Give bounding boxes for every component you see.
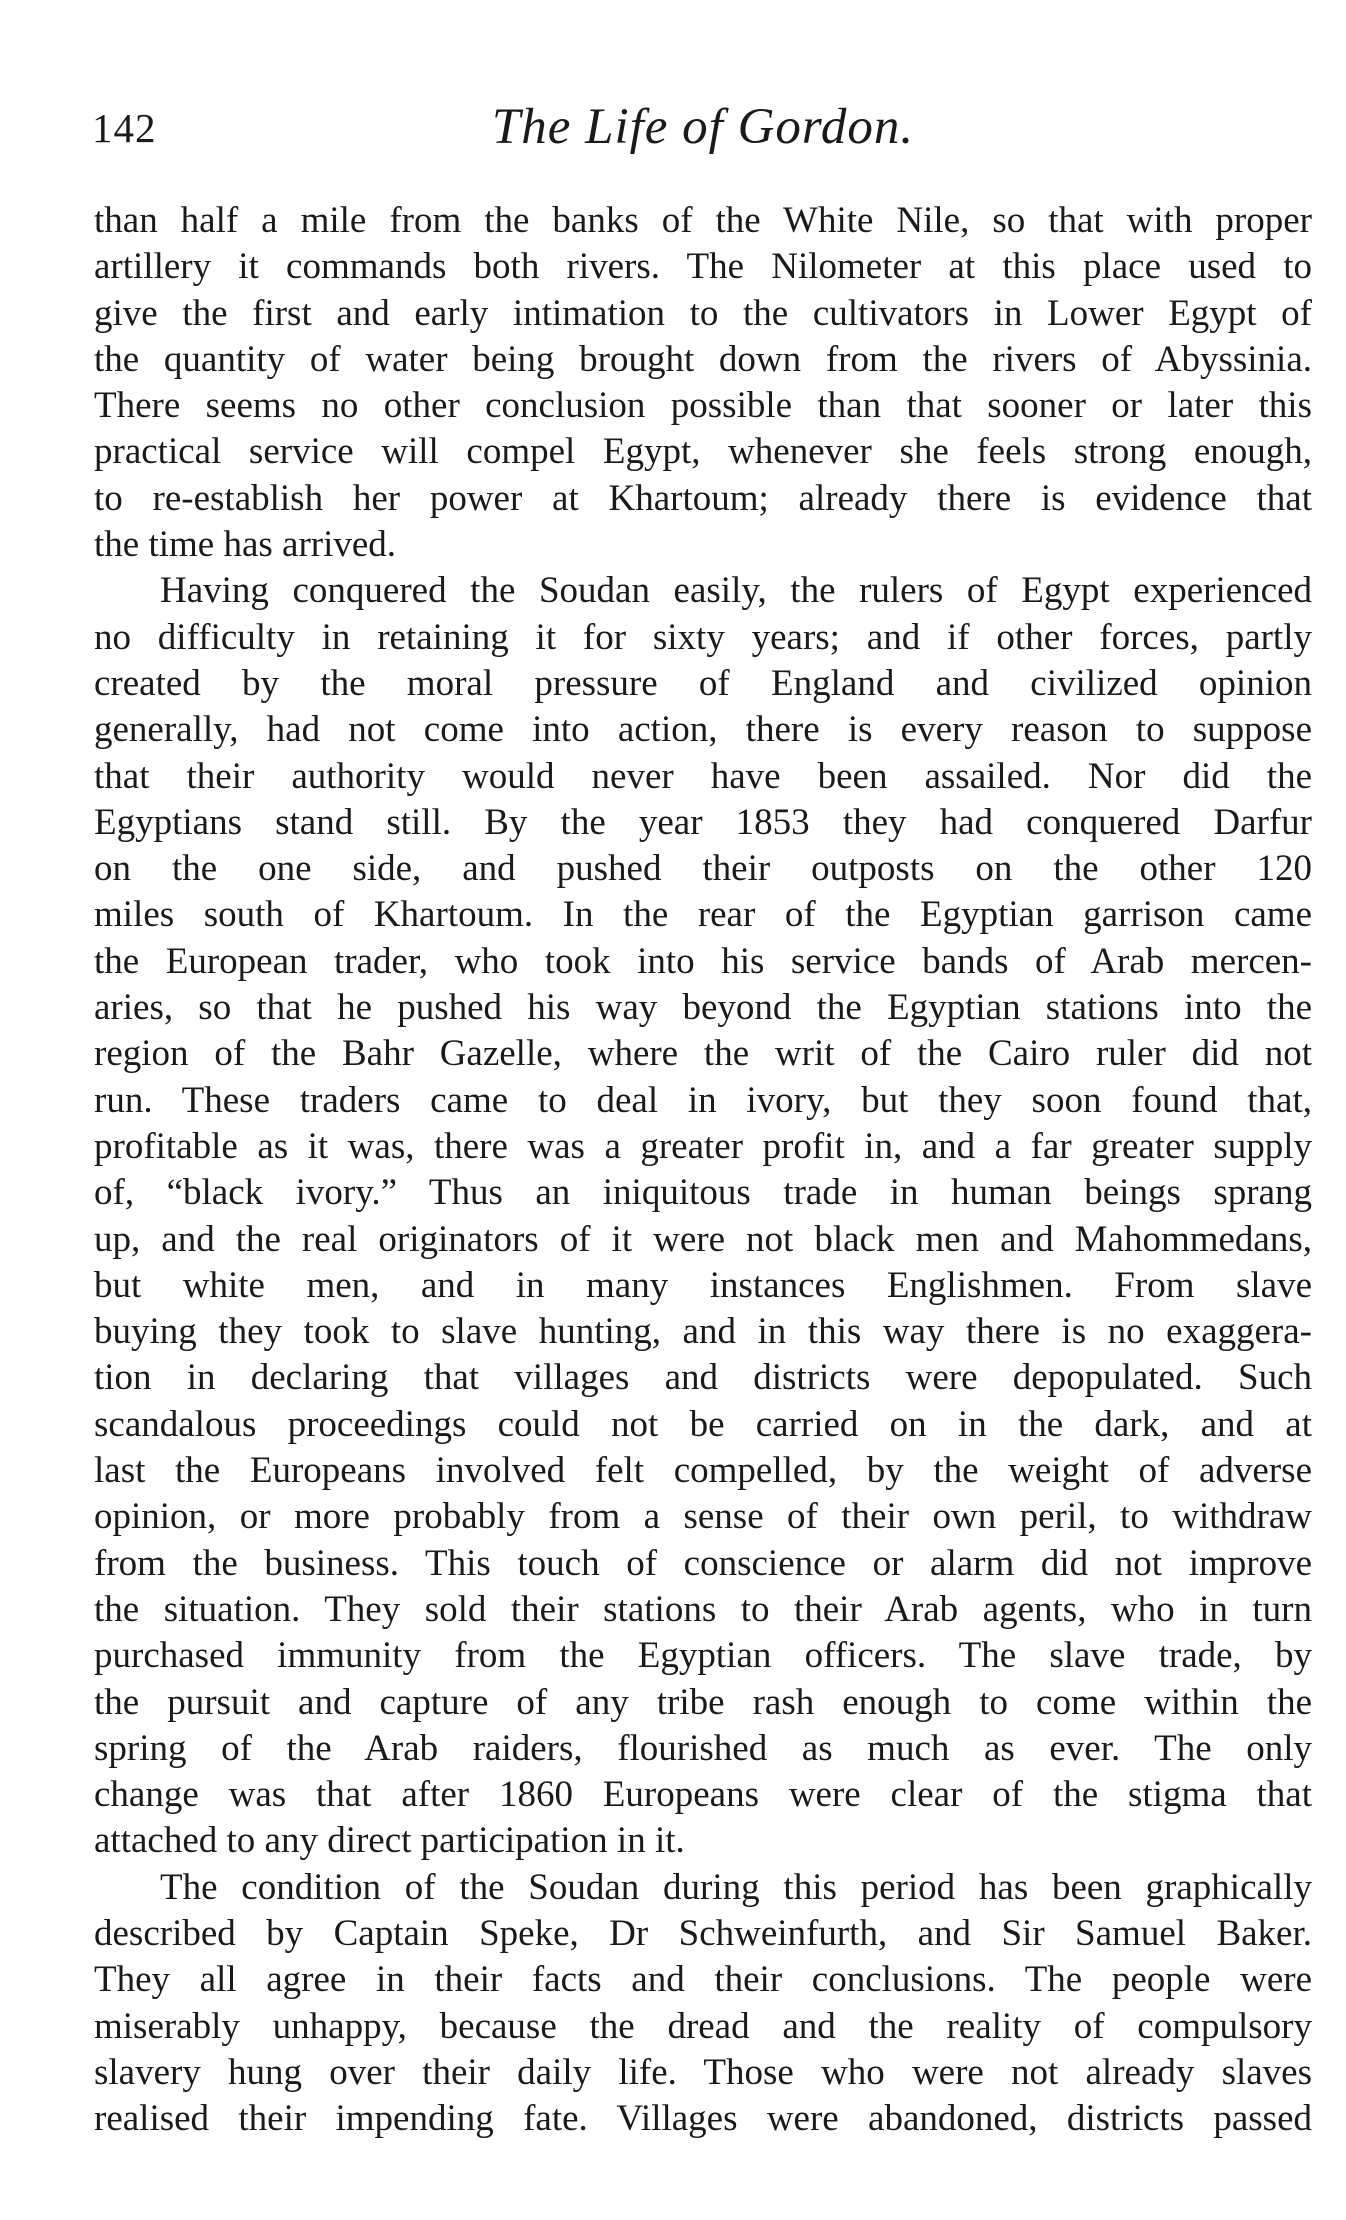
text-line: slavery hung over their daily life. Those who were not already slaves xyxy=(94,2051,1312,2093)
body-text xyxy=(94,198,1312,2142)
text-line: the situation. They sold their stations to their Arab agents, who in turn xyxy=(94,1588,1312,1630)
text-line: opinion, or more probably from a sense of their own peril, to withdraw xyxy=(94,1496,1312,1538)
text-line: from the business. This touch of conscience or alarm did not improve xyxy=(94,1542,1312,1584)
text-line: generally, had not come into action, there is every reason to suppose xyxy=(94,709,1312,751)
paragraph xyxy=(94,1865,1312,2143)
text-line: to re-establish her power at Khartoum; already there is evidence that xyxy=(94,477,1312,519)
running-head xyxy=(92,98,1314,168)
text-line: They all agree in their facts and their conclusions. The people were xyxy=(94,1959,1312,2001)
text-line: tion in declaring that villages and districts were depopulated. Such xyxy=(94,1357,1312,1399)
text-line: buying they took to slave hunting, and in this way there is no exaggera- xyxy=(94,1311,1312,1353)
text-line: but white men, and in many instances Englishmen. From slave xyxy=(94,1264,1312,1306)
text-line: up, and the real originators of it were not black men and Mahommedans, xyxy=(94,1218,1312,1260)
page-number: 142 xyxy=(92,105,157,151)
text-line: spring of the Arab raiders, flourished as much as ever. The only xyxy=(94,1727,1312,1769)
text-line: realised their impending fate. Villages were abandoned, districts passed xyxy=(94,2098,1312,2140)
text-line: of, “black ivory.” Thus an iniquitous trade in human beings sprang xyxy=(94,1172,1312,1214)
text-line: the pursuit and capture of any tribe rash enough to come within the xyxy=(94,1681,1312,1723)
text-line: The condition of the Soudan during this period has been graphically xyxy=(160,1866,1312,1908)
text-line: change was that after 1860 Europeans were clear of the stigma that xyxy=(94,1774,1312,1816)
text-line: aries, so that he pushed his way beyond the Egyptian stations into the xyxy=(94,987,1312,1029)
text-line: than half a mile from the banks of the White Nile, so that with proper xyxy=(94,200,1312,241)
text-line: practical service will compel Egypt, whenever she feels strong enough, xyxy=(94,431,1312,473)
paragraph xyxy=(94,568,1312,1864)
text-line: the European trader, who took into his service bands of Arab mercen- xyxy=(94,940,1312,982)
text-line: miles south of Khartoum. In the rear of the Egyptian garrison came xyxy=(94,894,1312,936)
text-line: attached to any direct participation in it. xyxy=(94,1820,685,1862)
running-title: The Life of Gordon. xyxy=(491,99,915,155)
text-line: the time has arrived. xyxy=(94,524,397,566)
text-line: artillery it commands both rivers. The Nilometer at this place used to xyxy=(94,246,1312,288)
text-line: described by Captain Speke, Dr Schweinfurth, and Sir Samuel Baker. xyxy=(94,1912,1312,1954)
text-line: Egyptians stand still. By the year 1853 they had conquered Darfur xyxy=(94,801,1312,843)
text-line: on the one side, and pushed their outposts on the other 120 xyxy=(94,848,1312,890)
text-line: region of the Bahr Gazelle, where the writ of the Cairo ruler did not xyxy=(94,1033,1312,1075)
text-line: profitable as it was, there was a greater profit in, and a far greater supply xyxy=(94,1125,1312,1167)
text-line: run. These traders came to deal in ivory, but they soon found that, xyxy=(94,1079,1312,1121)
paragraph xyxy=(94,198,1312,568)
text-line: the quantity of water being brought down from the rivers of Abyssinia. xyxy=(94,338,1312,380)
text-line: last the Europeans involved felt compelled, by the weight of adverse xyxy=(94,1450,1312,1492)
text-line: that their authority would never have been assailed. Nor did the xyxy=(94,755,1312,797)
text-line: purchased immunity from the Egyptian officers. The slave trade, by xyxy=(94,1635,1312,1677)
text-line: miserably unhappy, because the dread and the reality of compulsory xyxy=(94,2005,1312,2047)
text-line: Having conquered the Soudan easily, the rulers of Egypt experienced xyxy=(160,570,1312,612)
text-line: There seems no other conclusion possible than that sooner or later this xyxy=(94,385,1312,427)
text-line: scandalous proceedings could not be carried on in the dark, and at xyxy=(94,1403,1312,1445)
text-line: created by the moral pressure of England and civilized opinion xyxy=(94,662,1312,704)
text-line: give the first and early intimation to the cultivators in Lower Egypt of xyxy=(94,292,1312,334)
text-line: no difficulty in retaining it for sixty years; and if other forces, partly xyxy=(94,616,1312,658)
